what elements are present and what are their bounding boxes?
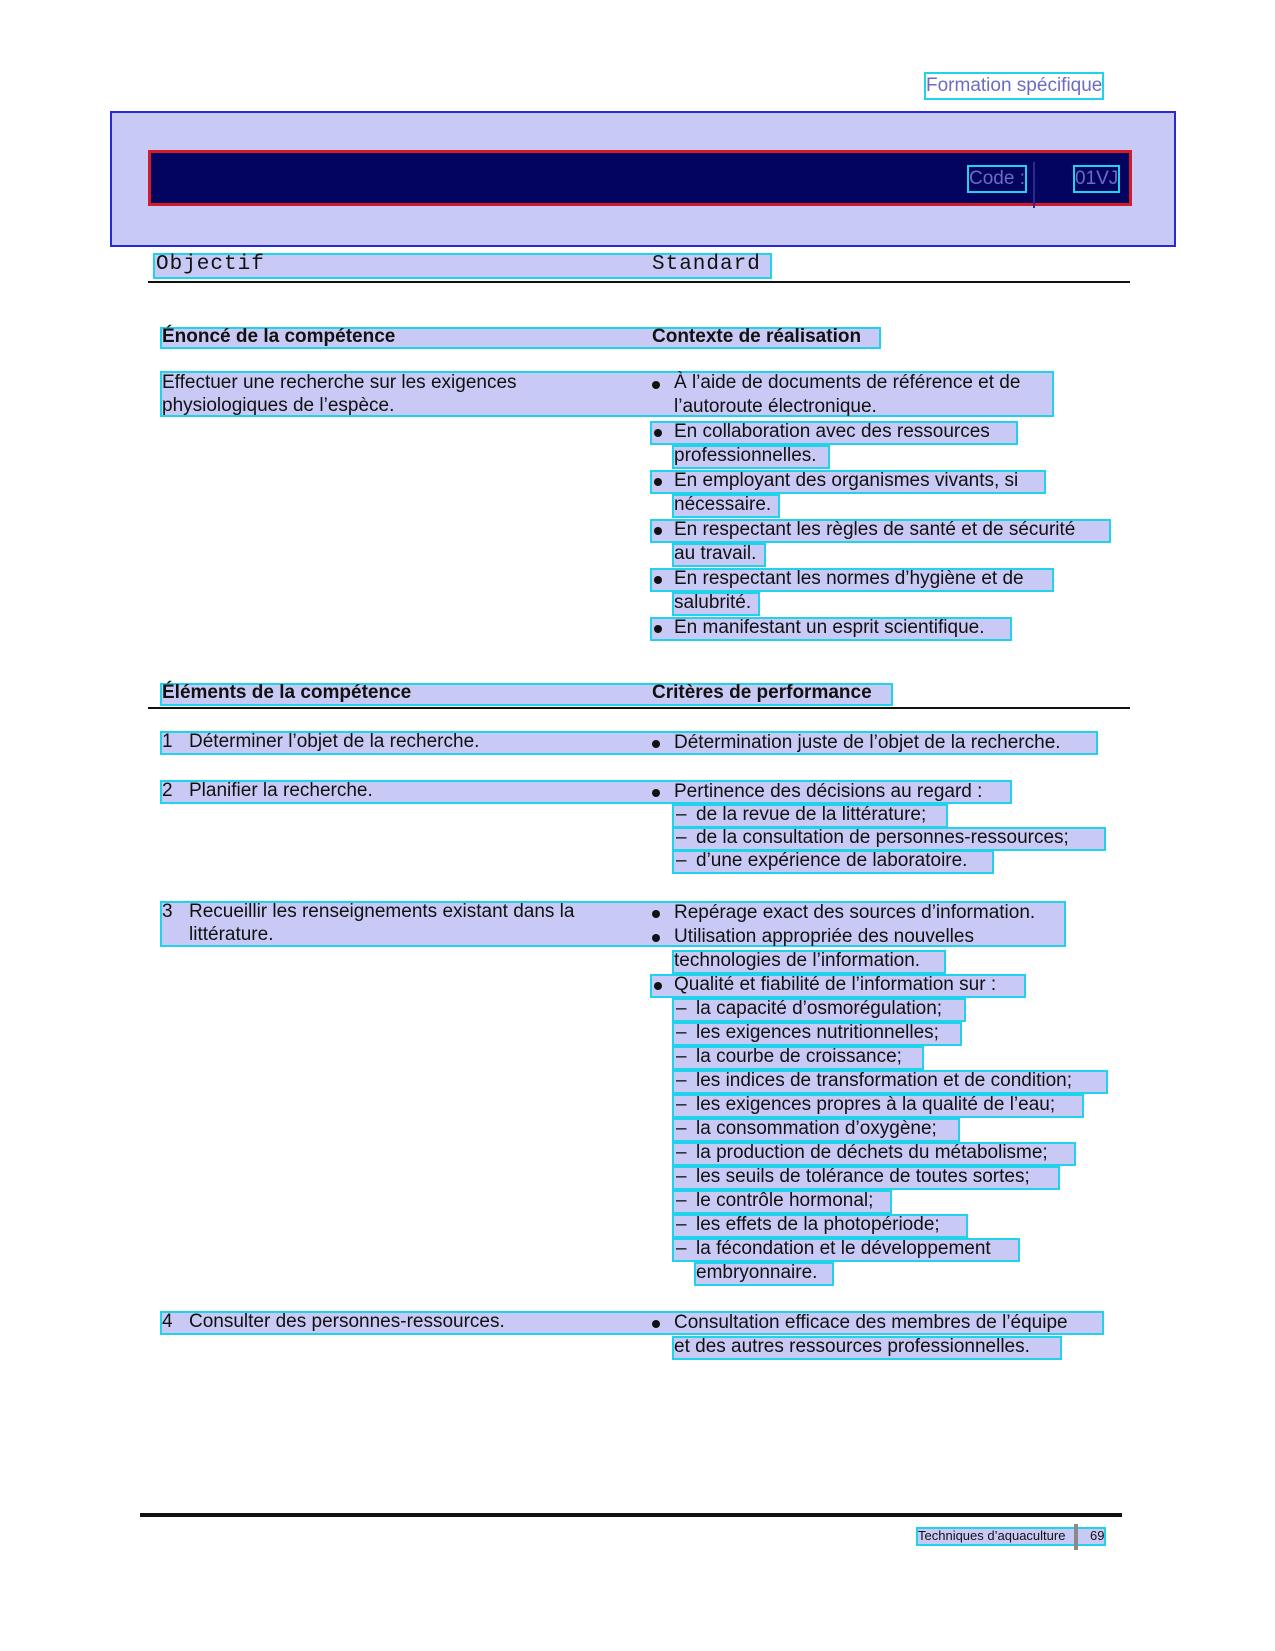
contexte-item-3-line-1: En employant des organismes vivants, si: [674, 470, 1019, 491]
dash-icon: –: [676, 1022, 687, 1043]
code-divider: [1033, 162, 1035, 208]
contexte-item-4-line-1: En respectant les règles de santé et de sécurité: [674, 519, 1076, 540]
element-2-num: 2: [162, 780, 173, 801]
contexte-title: Contexte de réalisation: [652, 326, 862, 347]
enonce-title: Énoncé de la compétence: [162, 326, 396, 347]
criterion-4-line-1: Consultation efficace des membres de l’équipe: [674, 1312, 1068, 1333]
criterion-3b-line-1: Utilisation appropriée des nouvelles: [674, 926, 974, 947]
bullet-icon: [654, 478, 662, 486]
bullet-icon: [654, 527, 662, 535]
criterion-2-sub-3: d’une expérience de laboratoire.: [696, 850, 968, 871]
bullet-icon: [654, 625, 662, 633]
dash-icon: –: [676, 804, 687, 825]
standard-heading: Standard: [652, 253, 761, 276]
criterion-2-sub-1: de la revue de la littérature;: [696, 804, 927, 825]
criterion-2: Pertinence des décisions au regard :: [674, 781, 983, 802]
element-4-text: Consulter des personnes-ressources.: [189, 1311, 505, 1332]
element-1-text: Déterminer l’objet de la recherche.: [189, 731, 480, 752]
bullet-icon: [652, 381, 660, 389]
objectif-heading: Objectif: [156, 253, 265, 276]
contexte-item-2-line-1: En collaboration avec des ressources: [674, 421, 990, 442]
dash-icon: –: [676, 850, 687, 871]
criterion-3c-sub-8: les seuils de tolérance de toutes sortes;: [696, 1166, 1030, 1187]
footer-rule: [140, 1513, 1122, 1517]
criterion-3c-sub-6: la consommation d’oxygène;: [696, 1118, 937, 1139]
dash-icon: –: [676, 1118, 687, 1139]
contexte-item-3-line-2: nécessaire.: [674, 494, 772, 515]
footer-program: Techniques d’aquaculture: [918, 1528, 1066, 1543]
criterion-3c-sub-11: la fécondation et le développement: [696, 1238, 991, 1259]
footer-divider: [1074, 1524, 1078, 1550]
contexte-item-6-line-1: En manifestant un esprit scientifique.: [674, 617, 985, 638]
criterion-3c-sub-5: les exigences propres à la qualité de l’eau;: [696, 1094, 1056, 1115]
dash-icon: –: [676, 1166, 687, 1187]
dash-icon: –: [676, 1190, 687, 1211]
header-rule: [148, 281, 1130, 283]
bullet-icon: [652, 934, 660, 942]
code-value: 01VJ: [1075, 168, 1119, 189]
criterion-3c-sub-1: la capacité d’osmorégulation;: [696, 998, 943, 1019]
element-3-text-line-2: littérature.: [189, 924, 274, 945]
criterion-3c-sub-10: les effets de la photopériode;: [696, 1214, 940, 1235]
dash-icon: –: [676, 998, 687, 1019]
criterion-2-sub-2: de la consultation de personnes-ressources;: [696, 827, 1069, 848]
bullet-icon: [652, 910, 660, 918]
dash-icon: –: [676, 1214, 687, 1235]
contexte-item-1-line-1: À l’aide de documents de référence et de: [674, 372, 1021, 393]
bullet-icon: [652, 740, 660, 748]
criterion-3c-sub-7: la production de déchets du métabolisme;: [696, 1142, 1048, 1163]
element-3-num: 3: [162, 901, 173, 922]
elements-rule: [148, 707, 1130, 709]
bullet-icon: [654, 429, 662, 437]
criterion-3b-line-2: technologies de l’information.: [674, 950, 921, 971]
bullet-icon: [654, 576, 662, 584]
contexte-item-5-line-1: En respectant les normes d’hygiène et de: [674, 568, 1024, 589]
dash-icon: –: [676, 1142, 687, 1163]
dash-icon: –: [676, 827, 687, 848]
criterion-3a: Repérage exact des sources d’information.: [674, 902, 1036, 923]
criterion-3c-sub-9: le contrôle hormonal;: [696, 1190, 874, 1211]
criterion-4-line-2: et des autres ressources professionnelles.: [674, 1336, 1030, 1357]
bullet-icon: [652, 1320, 660, 1328]
criterion-3c-sub-4: les indices de transformation et de condition;: [696, 1070, 1072, 1091]
criterion-3c-sub-3: la courbe de croissance;: [696, 1046, 902, 1067]
contexte-item-1-line-2: l’autoroute électronique.: [674, 396, 877, 417]
page-number: 69: [1090, 1528, 1105, 1543]
contexte-item-5-line-2: salubrité.: [674, 592, 752, 613]
code-label: Code :: [969, 168, 1025, 189]
criterion-3c: Qualité et fiabilité de l’information sur :: [674, 974, 997, 995]
dash-icon: –: [676, 1070, 687, 1091]
contexte-item-4-line-2: au travail.: [674, 543, 757, 564]
bullet-icon: [654, 982, 662, 990]
element-2-text: Planifier la recherche.: [189, 780, 373, 801]
criterion-1: Détermination juste de l’objet de la recherche.: [674, 732, 1061, 753]
element-4-num: 4: [162, 1311, 173, 1332]
dash-icon: –: [676, 1238, 687, 1259]
element-1-num: 1: [162, 731, 173, 752]
dash-icon: –: [676, 1046, 687, 1067]
enonce-line-1: Effectuer une recherche sur les exigences: [162, 372, 517, 393]
element-3-text-line-1: Recueillir les renseignements existant dans la: [189, 901, 575, 922]
criteria-title: Critères de performance: [652, 682, 872, 703]
enonce-line-2: physiologiques de l’espèce.: [162, 395, 395, 416]
formation-label: Formation spécifique: [926, 75, 1103, 96]
contexte-item-2-line-2: professionnelles.: [674, 445, 817, 466]
bullet-icon: [652, 789, 660, 797]
elements-title: Éléments de la compétence: [162, 682, 412, 703]
criterion-3c-sub-2: les exigences nutritionnelles;: [696, 1022, 939, 1043]
criterion-3c-sub-12: embryonnaire.: [696, 1262, 818, 1283]
dash-icon: –: [676, 1094, 687, 1115]
